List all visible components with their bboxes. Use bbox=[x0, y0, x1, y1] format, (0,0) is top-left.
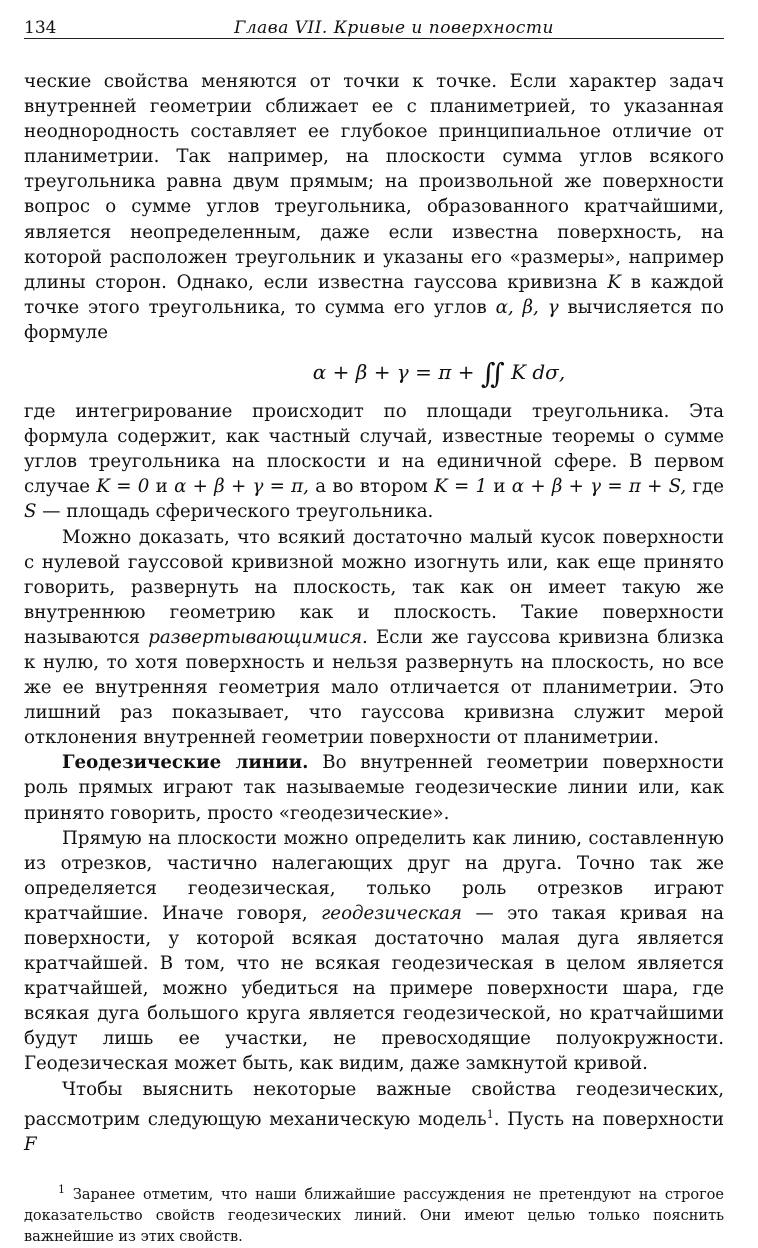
math-K: K bbox=[607, 271, 621, 293]
footnote bbox=[24, 1179, 724, 1248]
paragraph-5: Прямую на плоскости можно определить как линию, составленную из отрезков, частично налегающих друг на друга. Точно так же определяется геодезическая, только роль отрезков играют кратчайшие. Иначе говоря, геодезическая — это такая кривая на поверхности, у которой всякая достаточно малая дуга является кратчайшей. В том, что не всякая геодезическая в целом является кратчайшей, можно убедиться на примере поверхности шара, где всякая дуга большого круга является геодезической, но кратчайшими будут лишь ее участки, не превосходящие полуокружности. Геодезическая может быть, как видим, даже замкнутой кривой. bbox=[24, 827, 724, 1075]
book-page bbox=[24, 12, 724, 1248]
body-text bbox=[24, 69, 724, 1157]
page-number: 134 bbox=[24, 18, 57, 38]
paragraph-6: Чтобы выяснить некоторые важные свойства геодезических, рассмотрим следующую механическую модель$^1$. Пусть на поверхности F bbox=[24, 1078, 724, 1155]
paragraph-2: где интегрирование происходит по площади треугольника. Эта формула содержит, как частный случай, известные теоремы о сумме углов треугольника на плоскости и на единичной сфере. В первом случае K = 0 и α + β + γ = π, а во втором K = 1 и α + β + γ = π + S, где S — площадь сферического треугольника. bbox=[24, 401, 724, 523]
footnote-mark: 1 bbox=[58, 1182, 65, 1196]
footnote-ref: 1 bbox=[486, 1107, 494, 1121]
running-title: Глава VII. Кривые и поверхности bbox=[234, 18, 554, 38]
paragraph-3: Можно доказать, что всякий достаточно малый кусок поверхности с нулевой гауссовой кривизной можно изогнуть или, как еще принято говорить, развернуть на плоскость, так как он имеет такую же внутреннюю геометрию как и плоскость. Такие поверхности называются развертывающимися. Если же гауссова кривизна близка к нулю, то хотя поверхность и нельзя развернуть на плоскость, но все же ее внутренняя геометрия мало отличается от планиметрии. Это лишний раз показывает, что гауссова кривизна служит мерой отклонения внутренней геометрии поверхности от планиметрии. bbox=[24, 526, 724, 749]
paragraph-4: Геодезические линии. Во внутренней геометрии поверхности роль прямых играют так называемые геодезические линии или, как принято говорить, просто «геодезические». bbox=[24, 752, 724, 824]
math-angles: α, β, γ bbox=[495, 296, 559, 318]
section-heading: Геодезические линии. bbox=[62, 752, 309, 774]
paragraph-1: ческие свойства меняются от точки к точке. Если характер задач внутренней геометрии сближает ее с планиметрией, то указанная неоднородность составляет ее глубокое принципиальное отличие от планиметрии. Так например, на плоскости сумма углов всякого треугольника равна двум прямым; на произвольной же поверхности вопрос о сумме углов треугольника, образованного кратчайшими, является неопределенным, даже если известна поверхность, на которой расположен треугольник и указаны его «размеры», например длины сторон. Однако, если известна гауссова кривизна K в каждой точке этого треугольника, то сумма его углов α, β, γ вычисляется по формуле bbox=[24, 71, 724, 343]
angle-sum-formula: α + β + γ = π + ∬ K dσ, bbox=[312, 357, 566, 391]
page-header bbox=[24, 12, 724, 39]
footnote-text: Заранее отметим, что наши ближайшие рассуждения не претендуют на строгое доказательство свойств геодезических линий. Они имеют целью только пояснить важнейшие из этих свойств. bbox=[24, 1186, 724, 1245]
double-integral-symbol: ∬ bbox=[480, 357, 505, 391]
term-developable: развертывающимися. bbox=[148, 626, 368, 648]
term-geodesic: геодезическая bbox=[321, 902, 462, 924]
